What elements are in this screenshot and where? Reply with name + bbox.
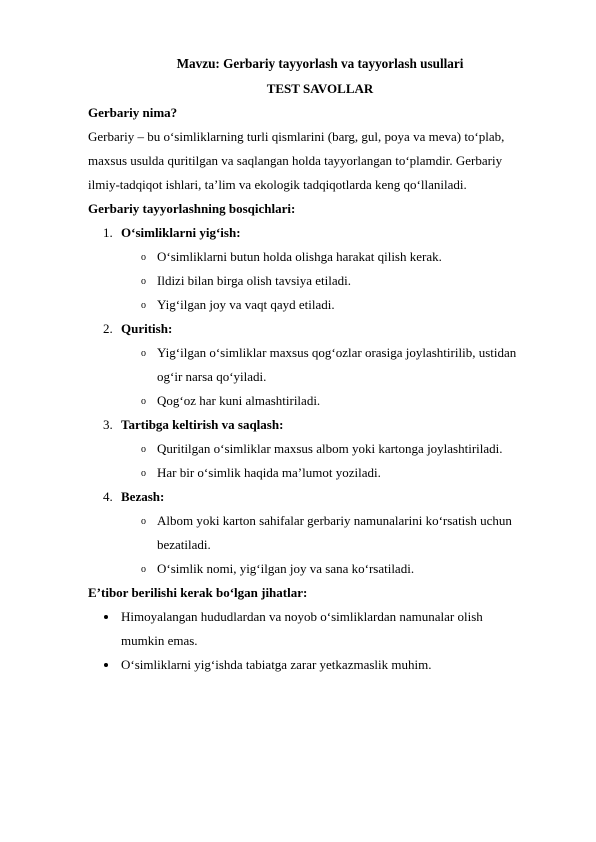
document-title: Mavzu: Gerbariy tayyorlash va tayyorlash usullari [176,56,464,71]
stage-item: Ildizi bilan birga olish tavsiya etiladi. [157,273,351,288]
stage-title: Bezash: [121,489,165,504]
stage-item: Yig‘ilgan o‘simliklar maxsus qog‘ozlar orasiga joylashtirilib, ustidan [157,345,517,360]
stage-number: 1. [103,225,113,240]
stage-item: O‘simliklarni butun holda olishga harakat qilish kerak. [157,249,442,264]
stage-title: O‘simliklarni yig‘ish: [121,225,241,240]
attention-item-continuation: mumkin emas. [121,633,198,648]
sub-bullet-icon: o [141,564,146,575]
stage-number: 4. [103,489,113,504]
attention-heading: E’tibor berilishi kerak bo‘lgan jihatlar: [88,585,308,600]
sub-bullet-icon: o [141,396,146,407]
stage-number: 2. [103,321,113,336]
q1-para-line: maxsus usulda quritilgan va saqlangan holda tayyorlangan to‘plamdir. Gerbariy [88,153,503,168]
stage-item-continuation: og‘ir narsa qo‘yiladi. [157,369,267,384]
stage-item: Qog‘oz har kuni almashtiriladi. [157,393,321,408]
q1-para-line: ilmiy-tadqiqot ishlari, ta’lim va ekologik tadqiqotlarda keng qo‘llaniladi. [88,177,467,192]
stages-heading: Gerbariy tayyorlashning bosqichlari: [88,201,296,216]
bullet-disc-icon [104,615,108,619]
sub-bullet-icon: o [141,276,146,287]
sub-bullet-icon: o [141,252,146,263]
document-subtitle: TEST SAVOLLAR [266,81,374,96]
sub-bullet-icon: o [141,516,146,527]
stage-number: 3. [103,417,113,432]
stage-item: Har bir o‘simlik haqida ma’lumot yoziladi. [157,465,381,480]
stage-item: Albom yoki karton sahifalar gerbariy namunalarini ko‘rsatish uchun [157,513,512,528]
stage-item: Yig‘ilgan joy va vaqt qayd etiladi. [157,297,335,312]
stage-title: Quritish: [121,321,173,336]
bullet-disc-icon [104,663,108,667]
q1-heading: Gerbariy nima? [88,105,178,120]
sub-bullet-icon: o [141,348,146,359]
sub-bullet-icon: o [141,300,146,311]
attention-item: Himoyalangan hududlardan va noyob o‘simliklardan namunalar olish [121,609,483,624]
attention-item: O‘simliklarni yig‘ishda tabiatga zarar yetkazmaslik muhim. [121,657,432,672]
stage-item-continuation: bezatiladi. [157,537,211,552]
stage-item: O‘simlik nomi, yig‘ilgan joy va sana ko‘rsatiladi. [157,561,415,576]
sub-bullet-icon: o [141,468,146,479]
sub-bullet-icon: o [141,444,146,455]
stage-title: Tartibga keltirish va saqlash: [121,417,284,432]
stage-item: Quritilgan o‘simliklar maxsus albom yoki kartonga joylashtiriladi. [157,441,503,456]
q1-para-line: Gerbariy – bu o‘simliklarning turli qismlarini (barg, gul, poya va meva) to‘plab, [88,129,505,144]
